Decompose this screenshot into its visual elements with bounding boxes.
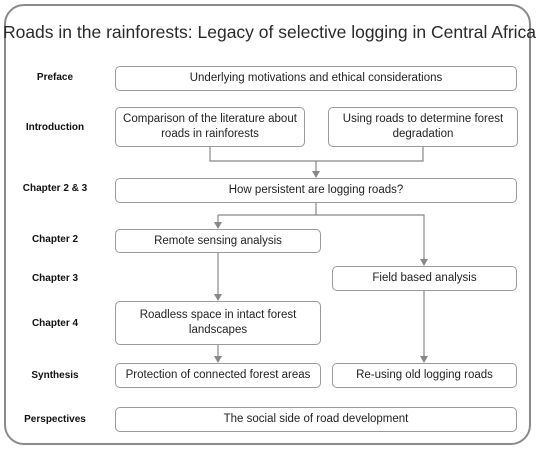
label-perspectives: Perspectives bbox=[24, 414, 86, 425]
label-synthesis: Synthesis bbox=[31, 370, 79, 381]
box-social: The social side of road development bbox=[115, 407, 517, 432]
arrow-to-field bbox=[316, 215, 424, 265]
label-chapter-2: Chapter 2 bbox=[31, 234, 79, 245]
diagram-title: Roads in the rainforests: Legacy of selective logging in Central Africa bbox=[2, 22, 537, 42]
connector-persistent bbox=[218, 203, 316, 215]
box-reusing: Re-using old logging roads bbox=[332, 363, 517, 388]
label-preface: Preface bbox=[36, 72, 74, 83]
label-chapter-4: Chapter 4 bbox=[31, 318, 79, 329]
box-field-analysis: Field based analysis bbox=[332, 266, 517, 291]
box-literature: Comparison of the literature about roads in rainforests bbox=[115, 107, 305, 147]
box-roadless: Roadless space in intact forest landscapes bbox=[115, 301, 321, 345]
connector-degradation bbox=[316, 147, 423, 161]
connector-literature bbox=[210, 147, 316, 161]
box-persistent: How persistent are logging roads? bbox=[115, 178, 517, 203]
label-introduction: Introduction bbox=[25, 122, 85, 133]
box-remote-sensing: Remote sensing analysis bbox=[115, 229, 321, 253]
label-chapter-2-3: Chapter 2 & 3 bbox=[22, 183, 88, 194]
box-protection: Protection of connected forest areas bbox=[115, 363, 321, 388]
box-motivations: Underlying motivations and ethical considerations bbox=[115, 66, 517, 91]
label-chapter-3: Chapter 3 bbox=[31, 273, 79, 284]
box-degradation: Using roads to determine forest degradation bbox=[328, 107, 518, 147]
